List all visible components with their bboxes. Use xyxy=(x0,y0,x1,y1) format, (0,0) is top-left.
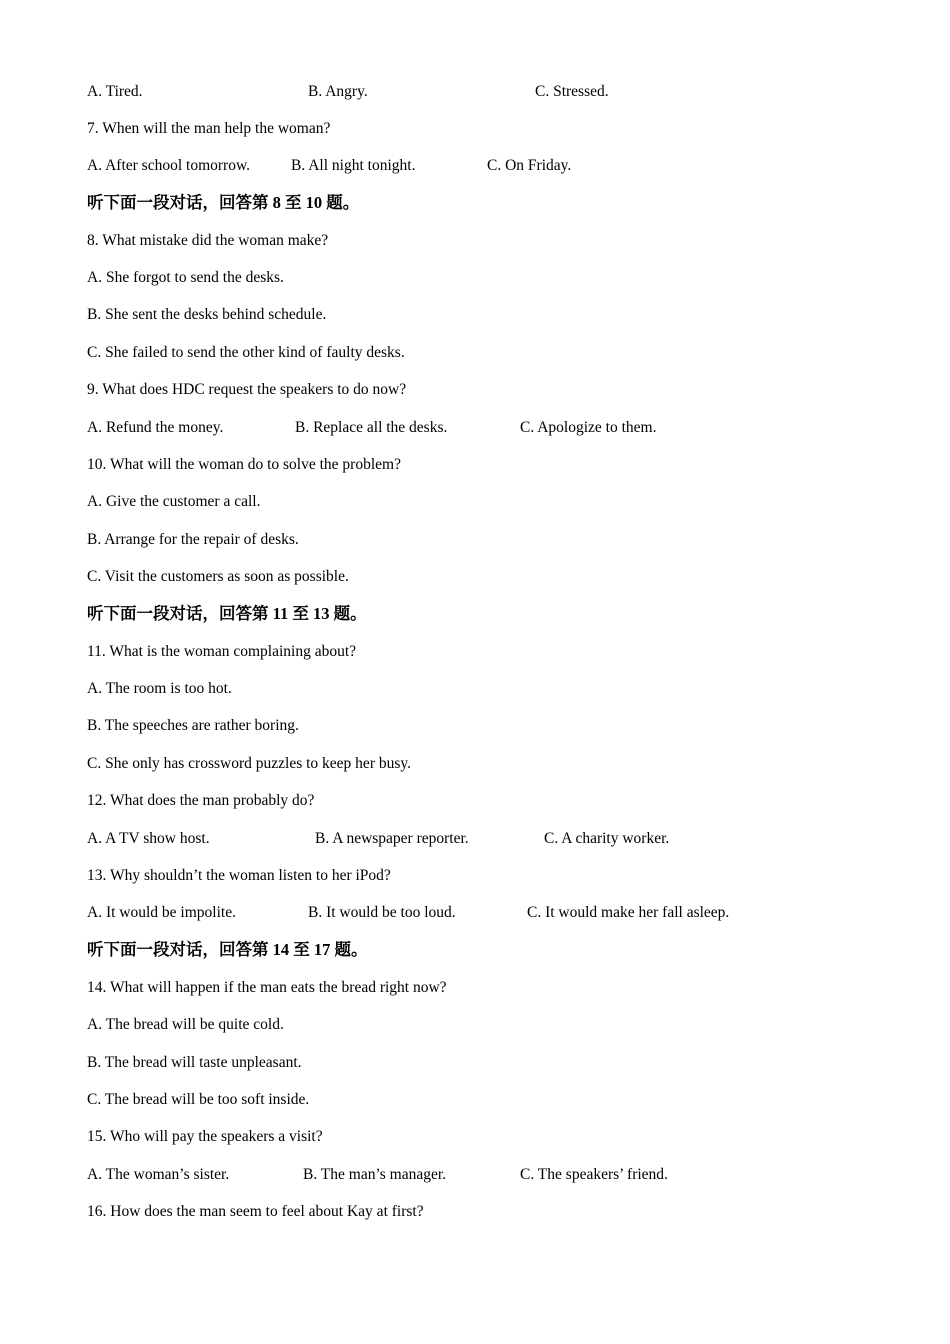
q14-option-c: C. The bread will be too soft inside. xyxy=(87,1091,310,1108)
q6-option-a: A. Tired. xyxy=(87,83,143,100)
section-heading-14-17: 听下面一段对话，回答第 14 至 17 题。 xyxy=(87,940,368,959)
q11-option-c: C. She only has crossword puzzles to keep her busy. xyxy=(87,755,412,772)
q6-option-c: C. Stressed. xyxy=(535,83,609,100)
q11-question: 11. What is the woman complaining about? xyxy=(87,643,357,660)
q15-option-c: C. The speakers’ friend. xyxy=(520,1166,668,1183)
q14-option-a: A. The bread will be quite cold. xyxy=(87,1016,284,1033)
q8-option-b: B. She sent the desks behind schedule. xyxy=(87,306,327,323)
q15-option-b: B. The man’s manager. xyxy=(303,1166,447,1183)
q6-option-b: B. Angry. xyxy=(308,83,368,100)
q12-question: 12. What does the man probably do? xyxy=(87,792,315,809)
q10-option-b: B. Arrange for the repair of desks. xyxy=(87,531,299,548)
q7-option-a: A. After school tomorrow. xyxy=(87,157,251,174)
q16-question: 16. How does the man seem to feel about Kay at first? xyxy=(87,1203,424,1220)
q7-question: 7. When will the man help the woman? xyxy=(87,120,331,137)
q10-option-a: A. Give the customer a call. xyxy=(87,493,261,510)
q13-option-a: A. It would be impolite. xyxy=(87,904,236,921)
q12-option-b: B. A newspaper reporter. xyxy=(315,830,469,847)
q9-option-c: C. Apologize to them. xyxy=(520,419,657,436)
q12-option-c: C. A charity worker. xyxy=(544,830,670,847)
q13-question: 13. Why shouldn’t the woman listen to her iPod? xyxy=(87,867,391,884)
q10-option-c: C. Visit the customers as soon as possible. xyxy=(87,568,349,585)
q15-option-a: A. The woman’s sister. xyxy=(87,1166,230,1183)
q8-question: 8. What mistake did the woman make? xyxy=(87,232,329,249)
q9-option-a: A. Refund the money. xyxy=(87,419,224,436)
q11-option-a: A. The room is too hot. xyxy=(87,680,232,697)
q13-option-c: C. It would make her fall asleep. xyxy=(527,904,730,921)
q14-option-b: B. The bread will taste unpleasant. xyxy=(87,1054,302,1071)
section-heading-11-13: 听下面一段对话，回答第 11 至 13 题。 xyxy=(87,604,367,623)
q9-option-b: B. Replace all the desks. xyxy=(295,419,448,436)
q9-question: 9. What does HDC request the speakers to do now? xyxy=(87,381,407,398)
q7-option-c: C. On Friday. xyxy=(487,157,572,174)
q7-option-b: B. All night tonight. xyxy=(291,157,416,174)
q12-option-a: A. A TV show host. xyxy=(87,830,210,847)
q13-option-b: B. It would be too loud. xyxy=(308,904,456,921)
q15-question: 15. Who will pay the speakers a visit? xyxy=(87,1128,323,1145)
q8-option-c: C. She failed to send the other kind of faulty desks. xyxy=(87,344,405,361)
section-heading-8-10: 听下面一段对话，回答第 8 至 10 题。 xyxy=(87,193,360,212)
q14-question: 14. What will happen if the man eats the bread right now? xyxy=(87,979,447,996)
q10-question: 10. What will the woman do to solve the problem? xyxy=(87,456,401,473)
q11-option-b: B. The speeches are rather boring. xyxy=(87,717,299,734)
q8-option-a: A. She forgot to send the desks. xyxy=(87,269,284,286)
